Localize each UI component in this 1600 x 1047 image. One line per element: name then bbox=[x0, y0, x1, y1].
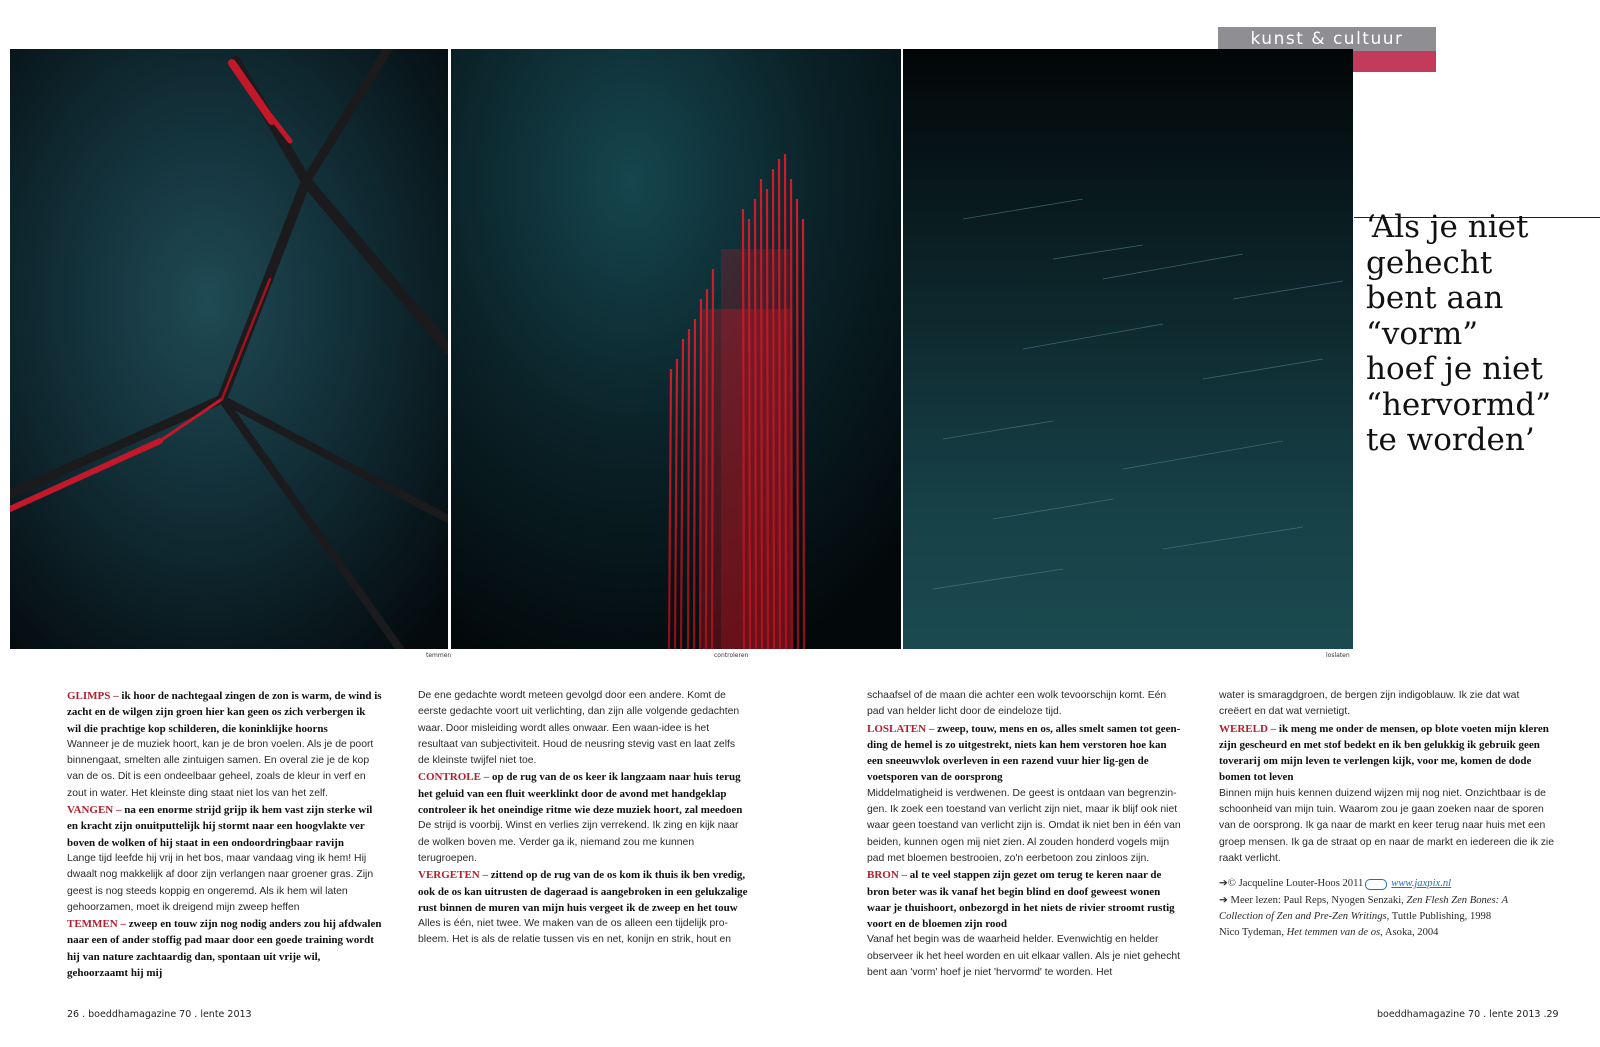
quote-line: hoef je niet bbox=[1366, 351, 1543, 387]
photo-temmen bbox=[10, 49, 448, 649]
credit-link[interactable]: www.jaxpix.nl bbox=[1391, 878, 1452, 890]
photo-caption-temmen: temmen bbox=[426, 652, 452, 659]
verse-vangen: na een enorme strijd grijp ik hem vast zijn sterke wil en kracht zijn onuitputtelijk hij stormt naar een hoogvlakte ver boven de wolken of hij staat in een ondoordringbaar ravijn bbox=[67, 804, 373, 849]
prose-intro: De ene gedachte wordt meteen gevolgd door een andere. Komt de eerste gedachte voort uit verlichting, dan zijn alle volgende gedachten waar. Door misleiding wordt alles onwaar. Een waan-idee is het resultaat van subjectiviteit. Houd de neusring stevig vast en laat zelfs de kleinste twijfel niet toe. bbox=[418, 690, 740, 767]
verse-vergeten: zittend op de rug van de os kom ik thuis ik ben vredig, ook de os kan uitrusten de dageraad is aangebroken in een gelukzalige rust binnen de muren van mijn huis vergeet ik de zweep en het touw bbox=[418, 869, 748, 914]
verse-loslaten: zweep, touw, mens en os, alles smelt samen tot geen-ding de hemel is zo uitgestrekt, niets kan hem verstoren hoe kan een sneeuwvlok overleven in een razend vuur hier lig-gen de voetsporen van de oorsprong bbox=[867, 722, 1181, 784]
prose-loslaten: Middelmatigheid is verdwenen. De geest is ontdaan van begrenzin-gen. Ik zoek een toestand van verlicht zijn niet, maar ik blijf ook niet waar geen toestand van verlicht zijn is. Omdat ik niet ben in één van beiden, kunnen ogen mij niet zien. Al zouden honderd vogels mijn pad met bloemen bestrooien, zo'n eerbetoon zou zinloos zijn. bbox=[867, 787, 1181, 864]
quote-line: “hervormd” bbox=[1366, 386, 1552, 423]
prose-controle: De strijd is voorbij. Winst en verlies zijn verrekend. Ik zing en kijk naar de wolken boven me. Verder ga ik, niemand zou me kunnen terugroepen. bbox=[418, 820, 739, 864]
verse-temmen: zweep en touw zijn nog nodig anders zou hij afdwalen naar een of ander stoffig pad maar door een goede training wordt hij van nature zachtaardig dan, spontaan uit vrije wil, gehoorzaamt hij mij bbox=[67, 918, 382, 980]
keyword-bron: BRON – bbox=[867, 869, 908, 882]
prose-vergeten: Alles is één, niet twee. We maken van de os alleen een tijdelijk pro-bleem. Het is als de relatie tussen vis en net, konijn en strik, hout en bbox=[418, 918, 732, 946]
photo-controleren bbox=[451, 49, 901, 649]
photo-loslaten bbox=[903, 49, 1353, 649]
quote-line: gehecht bbox=[1366, 244, 1493, 281]
keyword-vangen: VANGEN – bbox=[67, 804, 122, 817]
further-reading-prefix: ➔ Meer lezen: Paul Reps, Nyogen Senzaki, bbox=[1219, 894, 1404, 906]
keyword-loslaten: LOSLATEN – bbox=[867, 722, 935, 735]
prose-glimps: Wanneer je de muziek hoort, kan je de bron voelen. Als je de poort binnengaat, smelten alle zintuigen samen. En overal zie je de kop van de os. Dit is een ondeelbaar geheel, zoals de kleur in verf en zout in water. Het kleinste ding staat niet los van het zelf. bbox=[67, 738, 374, 799]
quote-line: te worden’ bbox=[1366, 422, 1535, 458]
keyword-vergeten: VERGETEN – bbox=[418, 869, 488, 882]
verse-bron: al te veel stappen zijn gezet om terug te keren naar de bron beter was ik vanaf het begin blind en doof geweest wonen waar je thuishoort, onbezorgd in het niets de rivier stroomt rustig voort en de bloemen zijn rood bbox=[867, 869, 1175, 931]
prose-wereld: Binnen mijn huis kennen duizend wijzen mij nog niet. Onzichtbaar is de schoonheid van mijn tuin. Waarom zou je gaan zoeken naar de sporen van de oorsprong. Ik ga naar de markt en keer terug naar huis met een groep mensen. Ik ga de straat op en naar de markt en iedereen die ik zie raakt verlicht. bbox=[1219, 787, 1555, 864]
verse-glimps: ik hoor de nachtegaal zingen de zon is warm, de wind is zacht en de wilgen zijn groen hier kan geen os zich verbergen ik wil die prachtige kop schilderen, die koninklijke hoorns bbox=[67, 690, 382, 735]
keyword-temmen: TEMMEN – bbox=[67, 918, 126, 931]
text-column-1 bbox=[67, 688, 382, 981]
verse-wereld: ik meng me onder de mensen, op blote voeten mijn kleren zijn gescheurd en met stof bedekt en ik ben gelukkig ik gebruik geen toverarij om mijn leven te verlengen kijk, voor me, komen de dode bomen tot leven bbox=[1219, 722, 1549, 784]
further-reading-author: Nico Tydeman, bbox=[1219, 927, 1284, 939]
verse-controle: op de rug van de os keer ik langzaam naar huis terug het geluid van een fluit weerklinkt door de avond met handgeklap controleer ik het oneindige ritme wie deze muziek hoort, zal meedoen bbox=[418, 771, 743, 817]
folio-right: boeddhamagazine 70 . lente 2013 .29 bbox=[1377, 1009, 1559, 1020]
folio-left: 26 . boeddhamagazine 70 . lente 2013 bbox=[67, 1009, 252, 1020]
further-reading-publisher-2: Asoka, 2004 bbox=[1384, 927, 1439, 939]
keyword-wereld: WERELD – bbox=[1219, 722, 1277, 735]
text-column-3 bbox=[867, 688, 1185, 981]
camera-icon bbox=[1365, 879, 1387, 890]
prose-vangen: Lange tijd leefde hij vrij in het bos, maar vandaag ving ik hem! Hij dwaalt nog makkelijk af door zijn verlangen naar groener gras. Zijn geest is nog steeds koppig en ongeremd. Als ik hem wil laten gehoorzamen, moet ik dreigend mijn zweep heffen bbox=[67, 852, 374, 913]
keyword-glimps: GLIMPS – bbox=[67, 690, 119, 702]
pull-quote bbox=[1366, 210, 1596, 459]
quote-line: “vorm” bbox=[1366, 315, 1479, 352]
quote-line: bent aan bbox=[1366, 280, 1504, 316]
keyword-controle: CONTROLE – bbox=[418, 771, 490, 784]
prose-bron: Vanaf het begin was de waarheid helder. Evenwichtig en helder observeer ik het heel worden en uit elkaar vallen. Als je niet gehecht bent aan 'vorm' hoef je niet 'hervormd' te worden. Het bbox=[867, 934, 1181, 979]
prose-continued: schaafsel of de maan die achter een wolk tevoorschijn komt. Eén pad van helder licht door de eindeloze tijd. bbox=[867, 690, 1167, 718]
further-reading-publisher: Tuttle Publishing, 1998 bbox=[1391, 910, 1492, 922]
prose-continued: water is smaragdgroen, de bergen zijn indigoblauw. Ik zie dat wat creëert en dat wat vernietigt. bbox=[1219, 690, 1520, 718]
section-title: kunst & cultuur bbox=[1218, 27, 1436, 51]
further-reading-title-2: Het temmen van de os, bbox=[1286, 927, 1383, 939]
photo-credit: ➔© Jacqueline Louter-Hoos 2011 bbox=[1219, 878, 1364, 890]
text-column-2 bbox=[418, 688, 748, 949]
further-reading-title: Zen Flesh Zen Bones: A Collection of Zen and Pre-Zen Writings, bbox=[1219, 894, 1508, 922]
photo-caption-controleren: controleren bbox=[714, 652, 749, 659]
quote-line: ‘Als je niet bbox=[1366, 209, 1529, 245]
photo-caption-loslaten: loslaten bbox=[1326, 652, 1350, 659]
text-column-4 bbox=[1219, 688, 1554, 941]
